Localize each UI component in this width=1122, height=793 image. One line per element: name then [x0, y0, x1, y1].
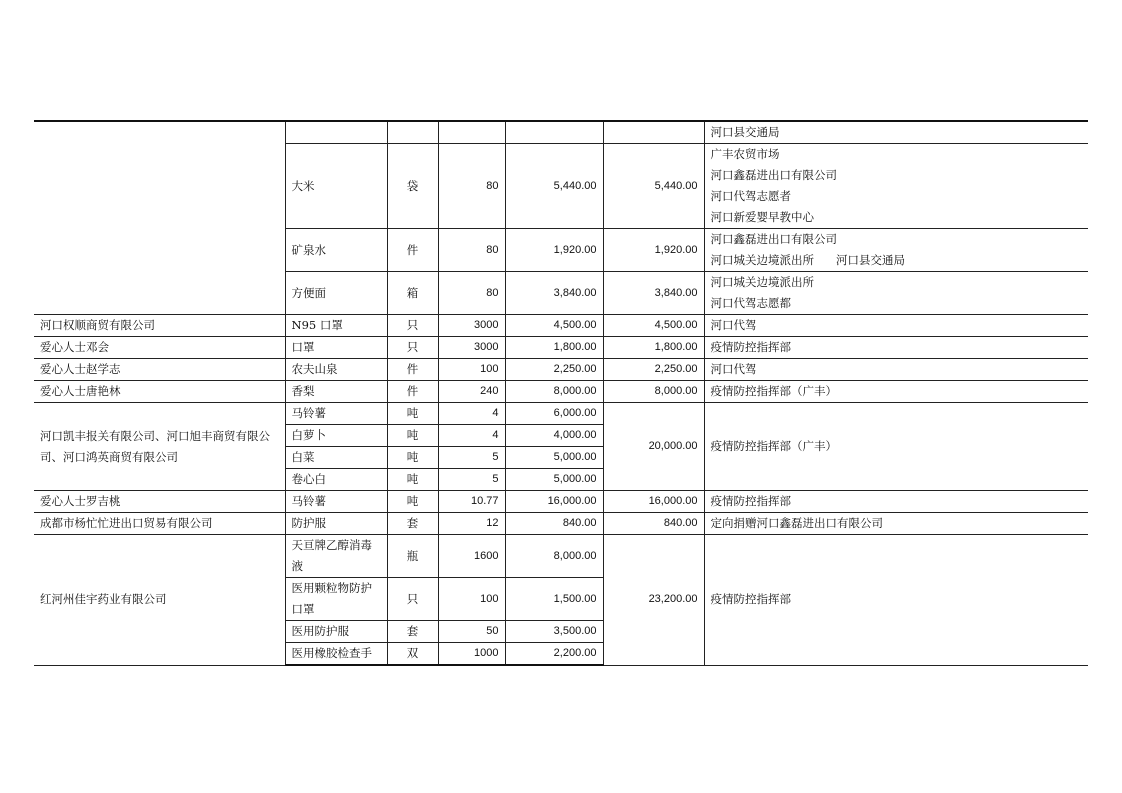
qty-cell: 10.77 [438, 491, 505, 513]
recipient-cell: 疫情防控指挥部 [704, 491, 1088, 513]
recipient-line: 河口城关边境派出所 [710, 275, 814, 289]
donor-cell: 河口权顺商贸有限公司 [34, 315, 285, 337]
item-cell: 方便面 [285, 272, 387, 315]
total-cell: 8,000.00 [603, 381, 704, 403]
donor-cell: 爱心人士邓会 [34, 337, 285, 359]
donor-cell: 红河州佳宇药业有限公司 [34, 535, 285, 666]
recipient-line: 河口新爱婴早教中心 [710, 210, 814, 224]
unit-cell: 双 [387, 643, 438, 666]
value-cell: 4,500.00 [505, 315, 603, 337]
donor-cell: 爱心人士唐艳林 [34, 381, 285, 403]
qty-cell: 80 [438, 272, 505, 315]
qty-cell: 100 [438, 578, 505, 621]
value-cell: 8,000.00 [505, 381, 603, 403]
item-cell: 医用橡胶检查手 [285, 643, 387, 666]
qty-cell: 50 [438, 621, 505, 643]
qty-cell: 100 [438, 359, 505, 381]
item-cell: 矿泉水 [285, 229, 387, 272]
unit-cell: 件 [387, 381, 438, 403]
unit-cell: 瓶 [387, 535, 438, 578]
unit-cell [387, 121, 438, 144]
value-cell: 16,000.00 [505, 491, 603, 513]
item-cell: 白菜 [285, 447, 387, 469]
qty-cell: 5 [438, 469, 505, 491]
item-cell: 马铃薯 [285, 491, 387, 513]
value-cell: 840.00 [505, 513, 603, 535]
unit-cell: 吨 [387, 447, 438, 469]
unit-cell: 袋 [387, 144, 438, 229]
value-cell: 8,000.00 [505, 535, 603, 578]
item-cell: 农夫山泉 [285, 359, 387, 381]
recipient-line: 河口鑫磊进出口有限公司 [710, 232, 837, 246]
qty-cell [438, 121, 505, 144]
unit-cell: 件 [387, 359, 438, 381]
table-row [34, 513, 1088, 535]
table-row [34, 381, 1088, 403]
recipient-cell: 疫情防控指挥部（广丰） [704, 403, 1088, 491]
qty-cell: 5 [438, 447, 505, 469]
recipient-cell [704, 272, 1088, 315]
qty-cell: 80 [438, 229, 505, 272]
qty-cell: 3000 [438, 337, 505, 359]
value-cell: 3,500.00 [505, 621, 603, 643]
donor-cell: 河口凯丰报关有限公司、河口旭丰商贸有限公司、河口鸿英商贸有限公司 [34, 403, 285, 491]
unit-cell: 箱 [387, 272, 438, 315]
total-cell: 20,000.00 [603, 403, 704, 491]
recipient-cell: 疫情防控指挥部 [704, 535, 1088, 666]
qty-cell: 4 [438, 425, 505, 447]
unit-cell: 吨 [387, 469, 438, 491]
recipient-cell: 定向捐赠河口鑫磊进出口有限公司 [704, 513, 1088, 535]
item-cell [285, 121, 387, 144]
total-cell: 2,250.00 [603, 359, 704, 381]
item-cell: N95 口罩 [285, 315, 387, 337]
value-cell: 5,000.00 [505, 469, 603, 491]
recipient-cell: 疫情防控指挥部 [704, 337, 1088, 359]
recipient-cell [704, 144, 1088, 229]
item-cell: 天亘牌乙醇消毒液 [285, 535, 387, 578]
qty-cell: 3000 [438, 315, 505, 337]
donation-table [34, 120, 1088, 666]
unit-cell: 只 [387, 578, 438, 621]
total-cell: 23,200.00 [603, 535, 704, 666]
table-row [34, 535, 1088, 578]
recipient-cell: 河口代驾 [704, 315, 1088, 337]
total-cell: 4,500.00 [603, 315, 704, 337]
unit-cell: 吨 [387, 491, 438, 513]
donor-cell: 成都市杨忙忙进出口贸易有限公司 [34, 513, 285, 535]
item-cell: 医用防护服 [285, 621, 387, 643]
qty-cell: 12 [438, 513, 505, 535]
recipient-text: 河口城关边境派出所 [710, 253, 814, 267]
total-cell: 840.00 [603, 513, 704, 535]
qty-cell: 240 [438, 381, 505, 403]
item-cell: 白萝卜 [285, 425, 387, 447]
qty-cell: 4 [438, 403, 505, 425]
table-row [34, 121, 1088, 144]
value-cell: 1,800.00 [505, 337, 603, 359]
total-cell: 1,920.00 [603, 229, 704, 272]
table-row [34, 491, 1088, 513]
item-cell: 大米 [285, 144, 387, 229]
recipient-line: 河口鑫磊进出口有限公司 [710, 168, 837, 182]
recipient-line [711, 250, 1083, 271]
value-cell: 2,250.00 [505, 359, 603, 381]
total-cell: 1,800.00 [603, 337, 704, 359]
recipient-cell: 河口县交通局 [704, 121, 1088, 144]
value-cell: 5,000.00 [505, 447, 603, 469]
qty-cell: 1600 [438, 535, 505, 578]
value-cell: 5,440.00 [505, 144, 603, 229]
unit-cell: 吨 [387, 425, 438, 447]
total-cell: 16,000.00 [603, 491, 704, 513]
value-cell: 1,500.00 [505, 578, 603, 621]
donor-cell [34, 121, 285, 315]
table-row [34, 403, 1088, 425]
donor-cell: 爱心人士赵学志 [34, 359, 285, 381]
unit-cell: 只 [387, 315, 438, 337]
value-cell [505, 121, 603, 144]
recipient-line: 广丰农贸市场 [710, 147, 780, 161]
recipient-line: 河口代驾志愿都 [710, 296, 791, 310]
table-row [34, 359, 1088, 381]
recipient-cell: 疫情防控指挥部（广丰） [704, 381, 1088, 403]
qty-cell: 1000 [438, 643, 505, 666]
table-row [34, 337, 1088, 359]
item-cell: 香梨 [285, 381, 387, 403]
recipient-line: 河口代驾志愿者 [710, 189, 791, 203]
value-cell: 2,200.00 [505, 643, 603, 666]
donor-cell: 爱心人士罗吉桃 [34, 491, 285, 513]
item-cell: 防护服 [285, 513, 387, 535]
item-cell: 医用颗粒物防护口罩 [285, 578, 387, 621]
value-cell: 3,840.00 [505, 272, 603, 315]
item-cell: 口罩 [285, 337, 387, 359]
unit-cell: 只 [387, 337, 438, 359]
qty-cell: 80 [438, 144, 505, 229]
unit-cell: 件 [387, 229, 438, 272]
total-cell [603, 121, 704, 144]
item-cell: 马铃薯 [285, 403, 387, 425]
recipient-cell: 河口代驾 [704, 359, 1088, 381]
total-cell: 5,440.00 [603, 144, 704, 229]
value-cell: 1,920.00 [505, 229, 603, 272]
table-row [34, 315, 1088, 337]
unit-cell: 吨 [387, 403, 438, 425]
total-cell: 3,840.00 [603, 272, 704, 315]
unit-cell: 套 [387, 621, 438, 643]
unit-cell: 套 [387, 513, 438, 535]
value-cell: 4,000.00 [505, 425, 603, 447]
recipient-text: 河口县交通局 [836, 253, 905, 267]
item-cell: 卷心白 [285, 469, 387, 491]
value-cell: 6,000.00 [505, 403, 603, 425]
recipient-cell [704, 229, 1088, 272]
